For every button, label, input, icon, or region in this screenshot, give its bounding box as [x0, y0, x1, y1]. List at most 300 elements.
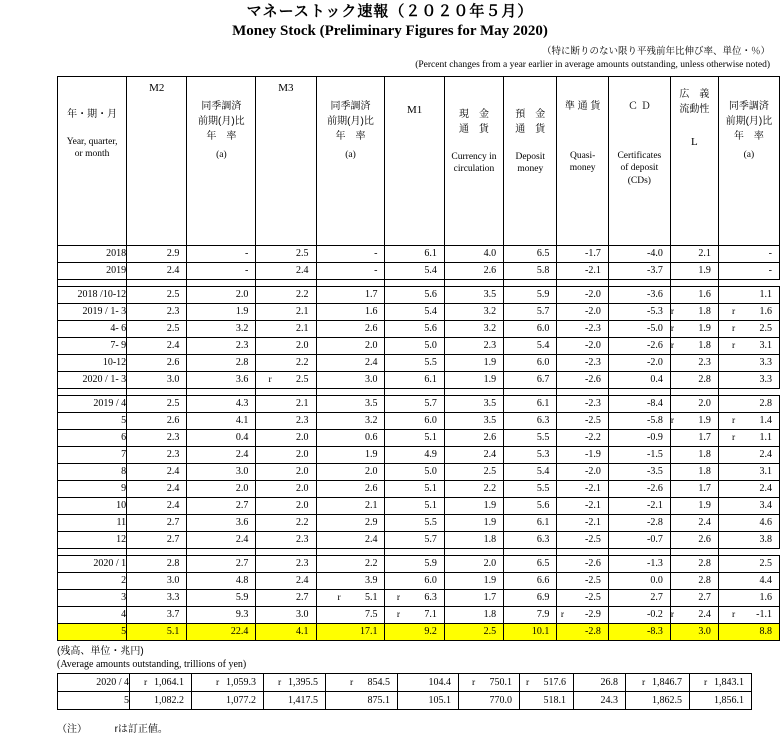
cell-value: -0.2	[646, 609, 663, 621]
cell-value: 1.1	[759, 432, 772, 444]
spacer-cell	[385, 388, 444, 395]
table-row	[58, 480, 780, 497]
cell-value: 104.4	[428, 676, 451, 688]
table-cell	[316, 572, 385, 589]
table-cell	[256, 514, 316, 531]
cell-value: 2.6	[364, 483, 378, 495]
cell-value: -2.0	[585, 289, 601, 301]
table-cell	[608, 303, 670, 320]
cell-value: 2.6	[483, 432, 497, 444]
header-deposit-ja1: 預 金	[515, 108, 546, 120]
table-cell	[718, 320, 779, 337]
table-cell	[718, 572, 779, 589]
table-cell	[127, 337, 187, 354]
table-cell	[385, 555, 444, 572]
table-cell	[256, 337, 316, 354]
cell-value: 1.8	[698, 306, 711, 318]
table-cell	[385, 303, 444, 320]
table-cell	[256, 531, 316, 548]
cell-value: 2.3	[296, 558, 309, 570]
revised-mark: r	[396, 593, 400, 604]
table-spacer-row	[58, 279, 780, 286]
cell-value: 10.1	[531, 626, 550, 638]
table-cell	[256, 572, 316, 589]
cell-value: 3.8	[759, 534, 772, 546]
table-cell	[256, 429, 316, 446]
cell-value: 2.2	[364, 558, 378, 570]
table-cell	[127, 245, 187, 262]
cell-value: 5.6	[536, 500, 550, 512]
header-m3-sa-ja3: 年 率	[335, 130, 366, 142]
amounts-cell	[398, 673, 459, 691]
revised-mark: r	[216, 677, 220, 688]
table-cell	[256, 354, 316, 371]
table-cell	[670, 412, 718, 429]
revised-mark: r	[337, 593, 341, 604]
table-cell	[187, 337, 256, 354]
amounts-cell	[264, 673, 326, 691]
cell-value: 2.5	[483, 626, 497, 638]
table-row	[58, 412, 780, 429]
header-m2-sa-ja2: 前期(月)比	[198, 115, 245, 127]
table-cell	[385, 371, 444, 388]
cell-value: 770.0	[489, 694, 512, 706]
header-stub	[58, 76, 127, 245]
table-cell	[385, 429, 444, 446]
table-cell	[127, 572, 187, 589]
revised-mark: r	[670, 610, 674, 621]
cell-value: 1.7	[698, 432, 711, 444]
footnote-text: rは訂正値。	[114, 723, 168, 735]
header-deposit-en1: Deposit	[515, 151, 546, 162]
spacer-cell	[256, 388, 316, 395]
cell-value: 1,059.3	[226, 676, 256, 688]
table-cell	[670, 337, 718, 354]
row-period-label: 8	[58, 463, 127, 480]
cell-value: 2.0	[296, 466, 309, 478]
cell-value: 6.5	[536, 558, 550, 570]
table-cell	[385, 531, 444, 548]
table-cell	[127, 514, 187, 531]
cell-value: -2.8	[646, 517, 663, 529]
table-cell	[670, 589, 718, 606]
cell-value: 1.8	[698, 340, 711, 352]
cell-value: 3.3	[759, 357, 772, 369]
cell-value: 2.1	[296, 398, 309, 410]
cell-value: 1,417.5	[288, 694, 318, 706]
table-cell	[444, 480, 503, 497]
cell-value: -4.0	[646, 248, 663, 260]
table-cell	[385, 395, 444, 412]
cell-value: 6.9	[536, 592, 550, 604]
header-deposit-ja2: 通 貨	[515, 123, 546, 135]
cell-value: 6.7	[536, 374, 550, 386]
table-cell	[187, 446, 256, 463]
cell-value: 1,395.5	[288, 676, 318, 688]
cell-value: 2.0	[364, 466, 378, 478]
cell-value: -	[374, 248, 378, 260]
cell-value: 6.0	[536, 323, 550, 335]
table-row	[58, 446, 780, 463]
table-cell	[385, 320, 444, 337]
cell-value: 2.4	[364, 534, 378, 546]
table-cell	[670, 606, 718, 623]
cell-value: 5.8	[536, 265, 550, 277]
table-spacer-row	[58, 548, 780, 555]
cell-value: 5.3	[536, 449, 550, 461]
table-row	[58, 497, 780, 514]
cell-value: 5.5	[424, 517, 437, 529]
cell-value: 1.6	[364, 306, 378, 318]
table-cell	[316, 429, 385, 446]
cell-value: -3.7	[646, 265, 663, 277]
cell-value: -2.9	[585, 609, 601, 621]
cell-value: 6.1	[424, 374, 437, 386]
amounts-cell	[690, 691, 752, 709]
table-cell	[444, 446, 503, 463]
cell-value: -2.0	[585, 466, 601, 478]
table-cell	[316, 337, 385, 354]
cell-value: 2.7	[235, 500, 249, 512]
cell-value: 1.9	[235, 306, 249, 318]
table-cell	[385, 354, 444, 371]
header-broad-liquidity-l: L	[690, 135, 698, 148]
cell-value: 2.8	[166, 558, 180, 570]
cell-value: 5.5	[536, 432, 550, 444]
cell-value: 2.7	[296, 592, 309, 604]
header-quasi-money-ja: 準 通 貨	[564, 100, 601, 112]
spacer-cell	[187, 548, 256, 555]
table-cell	[127, 395, 187, 412]
cell-value: 2.5	[483, 466, 497, 478]
table-cell	[557, 395, 608, 412]
table-cell	[385, 606, 444, 623]
table-cell	[316, 412, 385, 429]
table-cell	[557, 531, 608, 548]
amounts-cell	[130, 673, 192, 691]
table-cell	[504, 371, 557, 388]
table-cell	[127, 446, 187, 463]
table-cell	[718, 446, 779, 463]
cell-value: 2.5	[166, 398, 180, 410]
cell-value: 1.6	[759, 306, 772, 318]
row-period-label: 5	[58, 412, 127, 429]
cell-value: 2.6	[364, 323, 378, 335]
table-cell	[670, 286, 718, 303]
cell-value: 3.2	[364, 415, 378, 427]
table-cell	[127, 531, 187, 548]
amounts-cell	[690, 673, 752, 691]
table-cell	[608, 412, 670, 429]
table-cell	[504, 245, 557, 262]
spacer-cell	[444, 388, 503, 395]
table-row	[58, 429, 780, 446]
amounts-cell	[626, 691, 690, 709]
table-cell	[316, 371, 385, 388]
cell-value: 2.5	[759, 323, 772, 335]
table-cell	[444, 371, 503, 388]
table-row	[58, 303, 780, 320]
cell-value: 3.5	[364, 398, 378, 410]
table-cell	[504, 262, 557, 279]
table-cell	[670, 514, 718, 531]
revised-mark: r	[670, 307, 674, 318]
cell-value: 2.4	[296, 575, 309, 587]
cell-value: 1,064.1	[154, 676, 184, 688]
cell-value: 1.9	[698, 323, 711, 335]
table-row	[58, 320, 780, 337]
cell-value: 1.9	[483, 517, 497, 529]
cell-value: 2.6	[698, 534, 711, 546]
cell-value: 2.5	[296, 374, 309, 386]
table-cell	[256, 412, 316, 429]
header-m2-sa	[187, 76, 256, 245]
cell-value: 2.4	[235, 449, 249, 461]
cell-value: -2.5	[585, 592, 601, 604]
cell-value: 6.6	[536, 575, 550, 587]
table-cell	[504, 589, 557, 606]
cell-value: 2.0	[364, 340, 378, 352]
cell-value: 2.8	[698, 558, 711, 570]
amounts-cell	[459, 691, 520, 709]
revised-mark: r	[732, 341, 736, 352]
spacer-cell	[316, 388, 385, 395]
table-cell	[444, 395, 503, 412]
cell-value: -2.2	[585, 432, 601, 444]
revised-mark: r	[732, 416, 736, 427]
page-title-en: Money Stock (Preliminary Figures for May 2020)	[232, 23, 548, 39]
cell-value: 1.7	[364, 289, 378, 301]
cell-value: 2.6	[166, 415, 180, 427]
spacer-cell	[58, 548, 127, 555]
spacer-cell	[444, 548, 503, 555]
table-cell	[127, 303, 187, 320]
cell-value: 3.9	[364, 575, 378, 587]
revised-mark: r	[278, 677, 282, 688]
cell-value: -1.1	[756, 609, 772, 621]
cell-value: -1.5	[646, 449, 663, 461]
spacer-cell	[187, 388, 256, 395]
cell-value: 2.3	[296, 534, 309, 546]
header-broad-liquidity-ja2: 流動性	[679, 103, 710, 115]
spacer-cell	[557, 548, 608, 555]
amounts-period-label: 2020 / 4	[58, 673, 130, 691]
table-cell	[316, 623, 385, 640]
cell-value: 2.3	[296, 415, 309, 427]
cell-value: 2.4	[166, 500, 180, 512]
table-cell	[127, 555, 187, 572]
cell-value: 1.9	[483, 374, 497, 386]
spacer-cell	[58, 388, 127, 395]
table-cell	[718, 371, 779, 388]
row-period-label: 2018	[58, 245, 127, 262]
table-cell	[256, 286, 316, 303]
cell-value: 3.0	[235, 466, 249, 478]
table-cell	[504, 354, 557, 371]
revised-mark: r	[732, 433, 736, 444]
cell-value: -	[244, 265, 249, 277]
table-cell	[316, 245, 385, 262]
cell-value: 5.0	[424, 340, 437, 352]
cell-value: -2.5	[585, 575, 601, 587]
cell-value: 2.4	[166, 466, 180, 478]
header-stub-en2: or month	[74, 149, 110, 160]
cell-value: -8.4	[646, 398, 663, 410]
cell-value: 1.4	[759, 415, 772, 427]
row-period-label: 3	[58, 589, 127, 606]
table-cell	[187, 303, 256, 320]
row-period-label: 2020 / 1- 3	[58, 371, 127, 388]
table-cell	[127, 480, 187, 497]
table-cell	[187, 572, 256, 589]
amounts-cell	[574, 691, 626, 709]
table-cell	[127, 497, 187, 514]
cell-value: 2.0	[296, 340, 309, 352]
cell-value: 3.2	[483, 323, 497, 335]
table-cell	[187, 429, 256, 446]
table-cell	[608, 623, 670, 640]
cell-value: -	[768, 248, 772, 260]
table-cell	[187, 371, 256, 388]
table-cell	[718, 395, 779, 412]
cell-value: 2.4	[759, 449, 772, 461]
cell-value: 5.6	[424, 323, 437, 335]
table-row	[58, 623, 780, 640]
cell-value: 6.0	[424, 415, 437, 427]
header-currency-ja1: 現 金	[458, 108, 489, 120]
cell-value: 6.3	[424, 592, 437, 604]
cell-value: 2.7	[166, 517, 180, 529]
header-deposit	[504, 76, 557, 245]
cell-value: 1.9	[698, 500, 711, 512]
cell-value: 3.0	[296, 609, 309, 621]
cell-value: 1,082.2	[154, 694, 184, 706]
cell-value: -2.3	[585, 357, 601, 369]
table-cell	[557, 429, 608, 446]
table-cell	[557, 514, 608, 531]
table-cell	[127, 286, 187, 303]
cell-value: 3.6	[235, 374, 249, 386]
cell-value: 8.8	[759, 626, 772, 638]
table-cell	[444, 606, 503, 623]
table-cell	[444, 531, 503, 548]
header-m2-label: M2	[149, 81, 165, 94]
table-cell	[670, 262, 718, 279]
table-row	[58, 589, 780, 606]
table-cell	[187, 555, 256, 572]
table-cell	[670, 395, 718, 412]
header-broad-liquidity-ja1: 広 義	[679, 88, 710, 100]
cell-value: 2.1	[296, 306, 309, 318]
header-m3-sa-ja1: 同季調済	[330, 100, 371, 112]
table-cell	[256, 371, 316, 388]
cell-value: 2.9	[166, 248, 180, 260]
cell-value: 5.1	[424, 432, 437, 444]
header-m2	[127, 76, 187, 245]
table-cell	[718, 589, 779, 606]
row-period-label: 10-12	[58, 354, 127, 371]
table-cell	[187, 262, 256, 279]
table-cell	[608, 337, 670, 354]
table-cell	[504, 303, 557, 320]
cell-value: -2.3	[585, 398, 601, 410]
cell-value: -0.9	[646, 432, 663, 444]
amounts-cell	[520, 691, 574, 709]
table-cell	[444, 262, 503, 279]
table-cell	[316, 514, 385, 531]
table-cell	[608, 606, 670, 623]
cell-value: 2.0	[235, 483, 249, 495]
cell-value: 5.7	[536, 306, 550, 318]
header-m1	[385, 76, 444, 245]
table-cell	[316, 606, 385, 623]
cell-value: 1.6	[698, 289, 711, 301]
table-cell	[316, 395, 385, 412]
cell-value: 1.8	[698, 449, 711, 461]
revised-mark: r	[350, 677, 354, 688]
header-cd-en3: (CDs)	[627, 176, 651, 187]
cell-value: 5.5	[536, 483, 550, 495]
spacer-cell	[58, 279, 127, 286]
cell-value: 4.6	[759, 517, 772, 529]
cell-value: 2.5	[166, 323, 180, 335]
cell-value: 9.2	[424, 626, 437, 638]
table-cell	[718, 286, 779, 303]
amounts-row	[58, 691, 752, 709]
cell-value: 2.4	[364, 357, 378, 369]
units-note-en: (Percent changes from a year earlier in average amounts outstanding, unless otherwise noted)	[415, 59, 770, 70]
cell-value: -1.3	[646, 558, 663, 570]
cell-value: 1,077.2	[226, 694, 256, 706]
revised-mark: r	[268, 375, 272, 386]
cell-value: -2.1	[646, 500, 663, 512]
table-cell	[256, 446, 316, 463]
cell-value: 518.1	[543, 694, 566, 706]
cell-value: 5.1	[424, 483, 437, 495]
spacer-cell	[385, 279, 444, 286]
amounts-table	[57, 673, 752, 710]
row-period-label: 2020 / 1	[58, 555, 127, 572]
revised-mark: r	[560, 610, 565, 621]
table-cell	[718, 262, 779, 279]
table-cell	[127, 429, 187, 446]
cell-value: 5.6	[424, 289, 437, 301]
table-cell	[187, 589, 256, 606]
table-cell	[187, 531, 256, 548]
spacer-cell	[256, 548, 316, 555]
cell-value: 1.8	[483, 534, 497, 546]
cell-value: 2.0	[698, 398, 711, 410]
row-period-label: 4- 6	[58, 320, 127, 337]
revised-mark: r	[526, 677, 530, 688]
cell-value: 6.3	[536, 415, 550, 427]
table-cell	[557, 320, 608, 337]
cell-value: 7.1	[424, 609, 437, 621]
cell-value: 5.7	[424, 534, 437, 546]
header-m1-label: M1	[407, 103, 423, 116]
table-cell	[127, 354, 187, 371]
table-cell	[256, 497, 316, 514]
units-note-ja: （特に断りのない限り平残前年比伸び率、単位・％）	[541, 46, 770, 57]
cell-value: -2.1	[585, 483, 601, 495]
cell-value: 2.1	[364, 500, 378, 512]
table-cell	[670, 555, 718, 572]
cell-value: 875.1	[367, 694, 390, 706]
header-quasi-money	[557, 76, 608, 245]
table-cell	[504, 531, 557, 548]
table-cell	[557, 262, 608, 279]
cell-value: 1.9	[483, 357, 497, 369]
